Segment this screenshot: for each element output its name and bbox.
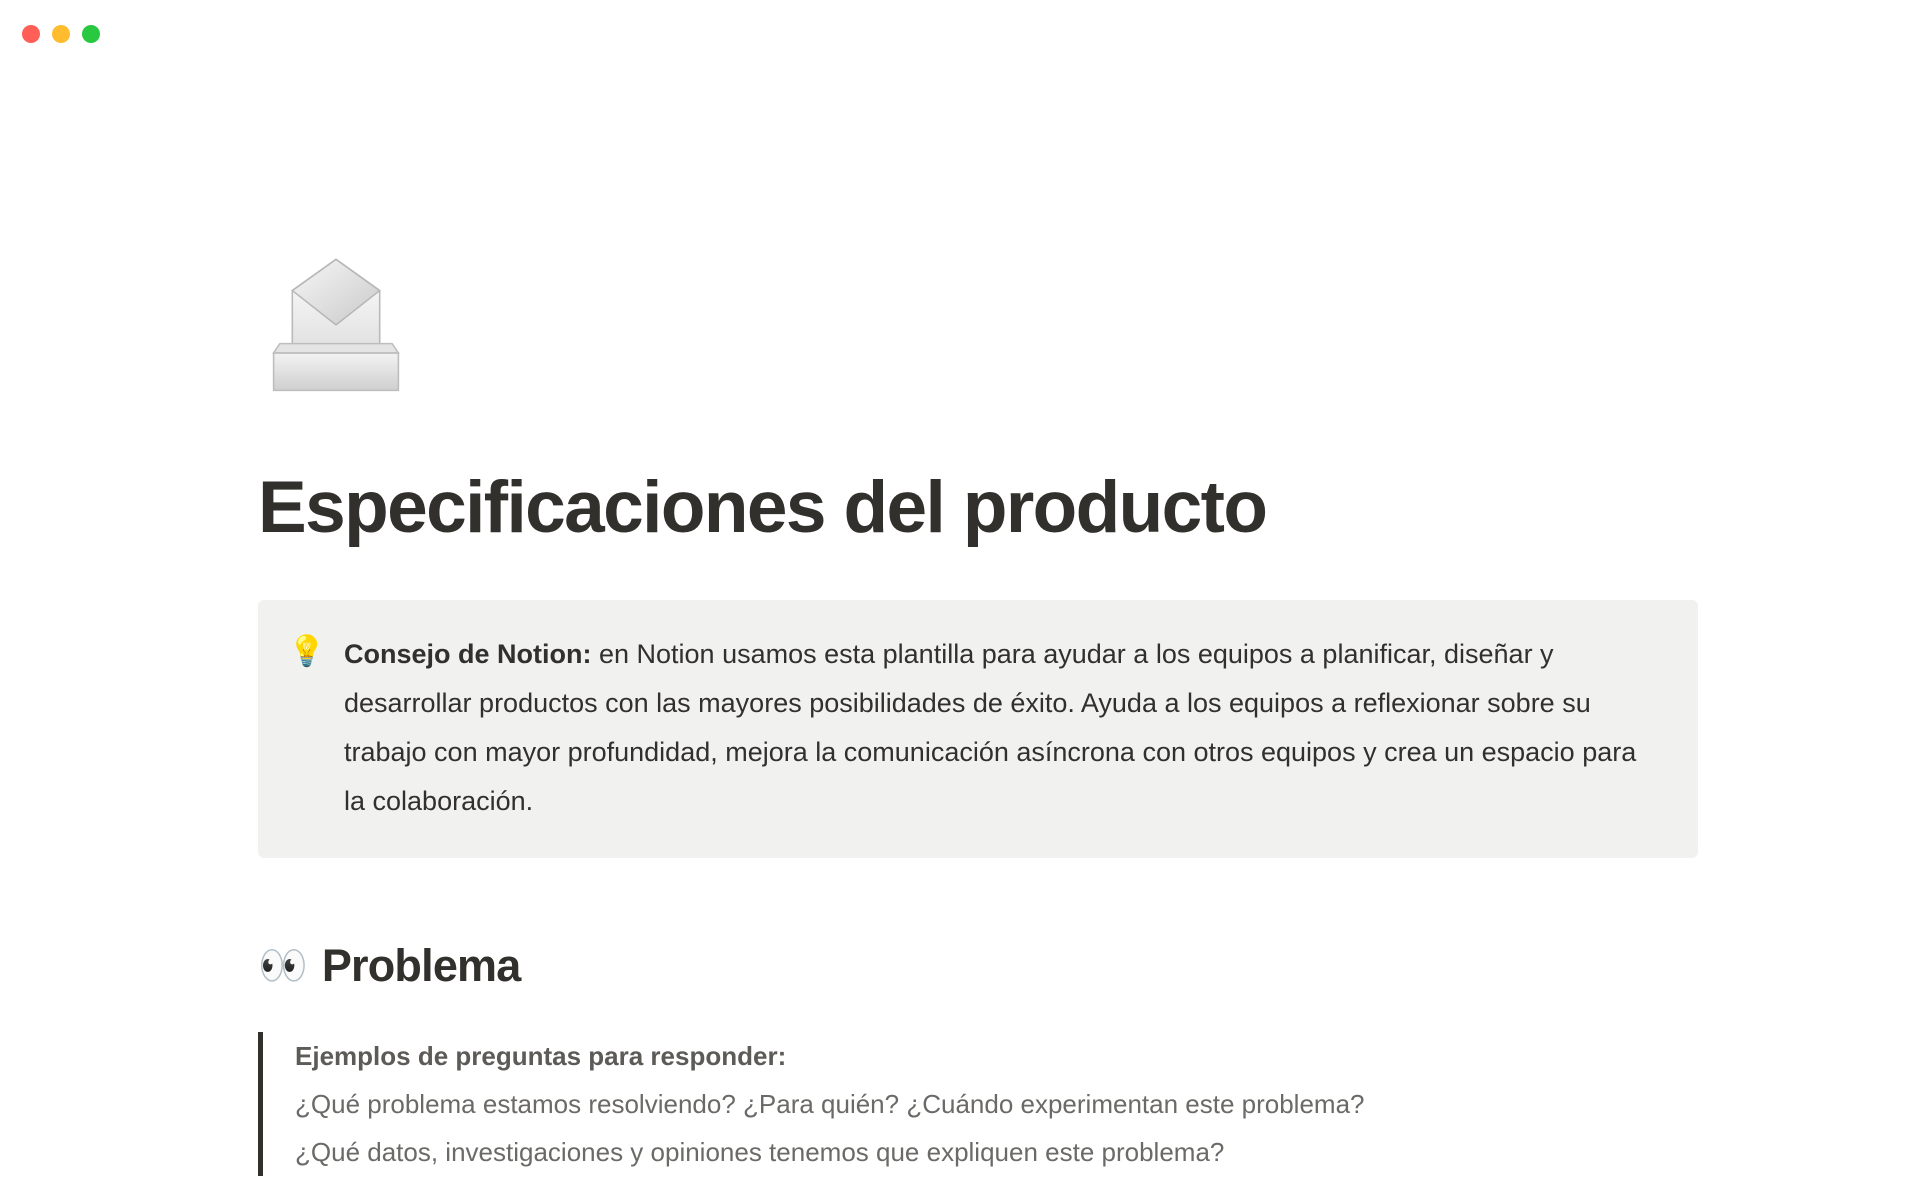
light-bulb-icon: 💡 [288, 635, 326, 669]
title-bar [0, 0, 1920, 72]
eyes-icon: 👀 [258, 944, 308, 989]
minimize-window-button[interactable] [52, 25, 70, 43]
window-controls [22, 25, 100, 43]
callout-text [344, 630, 1664, 826]
quote-line: ¿Qué datos, investigaciones y opiniones tenemos que expliquen este problema? [295, 1137, 1225, 1168]
close-window-button[interactable] [22, 25, 40, 43]
inbox-tray-icon[interactable] [258, 250, 414, 406]
section-heading-label: Problema [321, 940, 521, 992]
section-heading-problema[interactable] [258, 940, 1680, 992]
page-top-spacer [258, 72, 1680, 250]
zoom-window-button[interactable] [82, 25, 100, 43]
page-title[interactable]: Especificaciones del producto [258, 467, 1267, 548]
document-page [0, 72, 1920, 1200]
callout-lead: Consejo de Notion: [344, 639, 592, 670]
quote-title: Ejemplos de preguntas para responder: [295, 1041, 787, 1072]
quote-line: ¿Qué problema estamos resolviendo? ¿Para quién? ¿Cuándo experimentan este problema? [295, 1089, 1365, 1120]
quote-block[interactable] [258, 1032, 1680, 1176]
callout-body: en Notion usamos esta plantilla para ayudar a los equipos a planificar, diseñar y desarrollar productos con las mayores posibilidades de éxito. Ayuda a los equipos a reflexionar sobre su trabajo con mayor profundidad, mejora la comunicación asíncrona con otros equipos y crea un espacio para la colaboración. [344, 639, 1637, 817]
notion-tip-callout[interactable] [258, 600, 1698, 858]
